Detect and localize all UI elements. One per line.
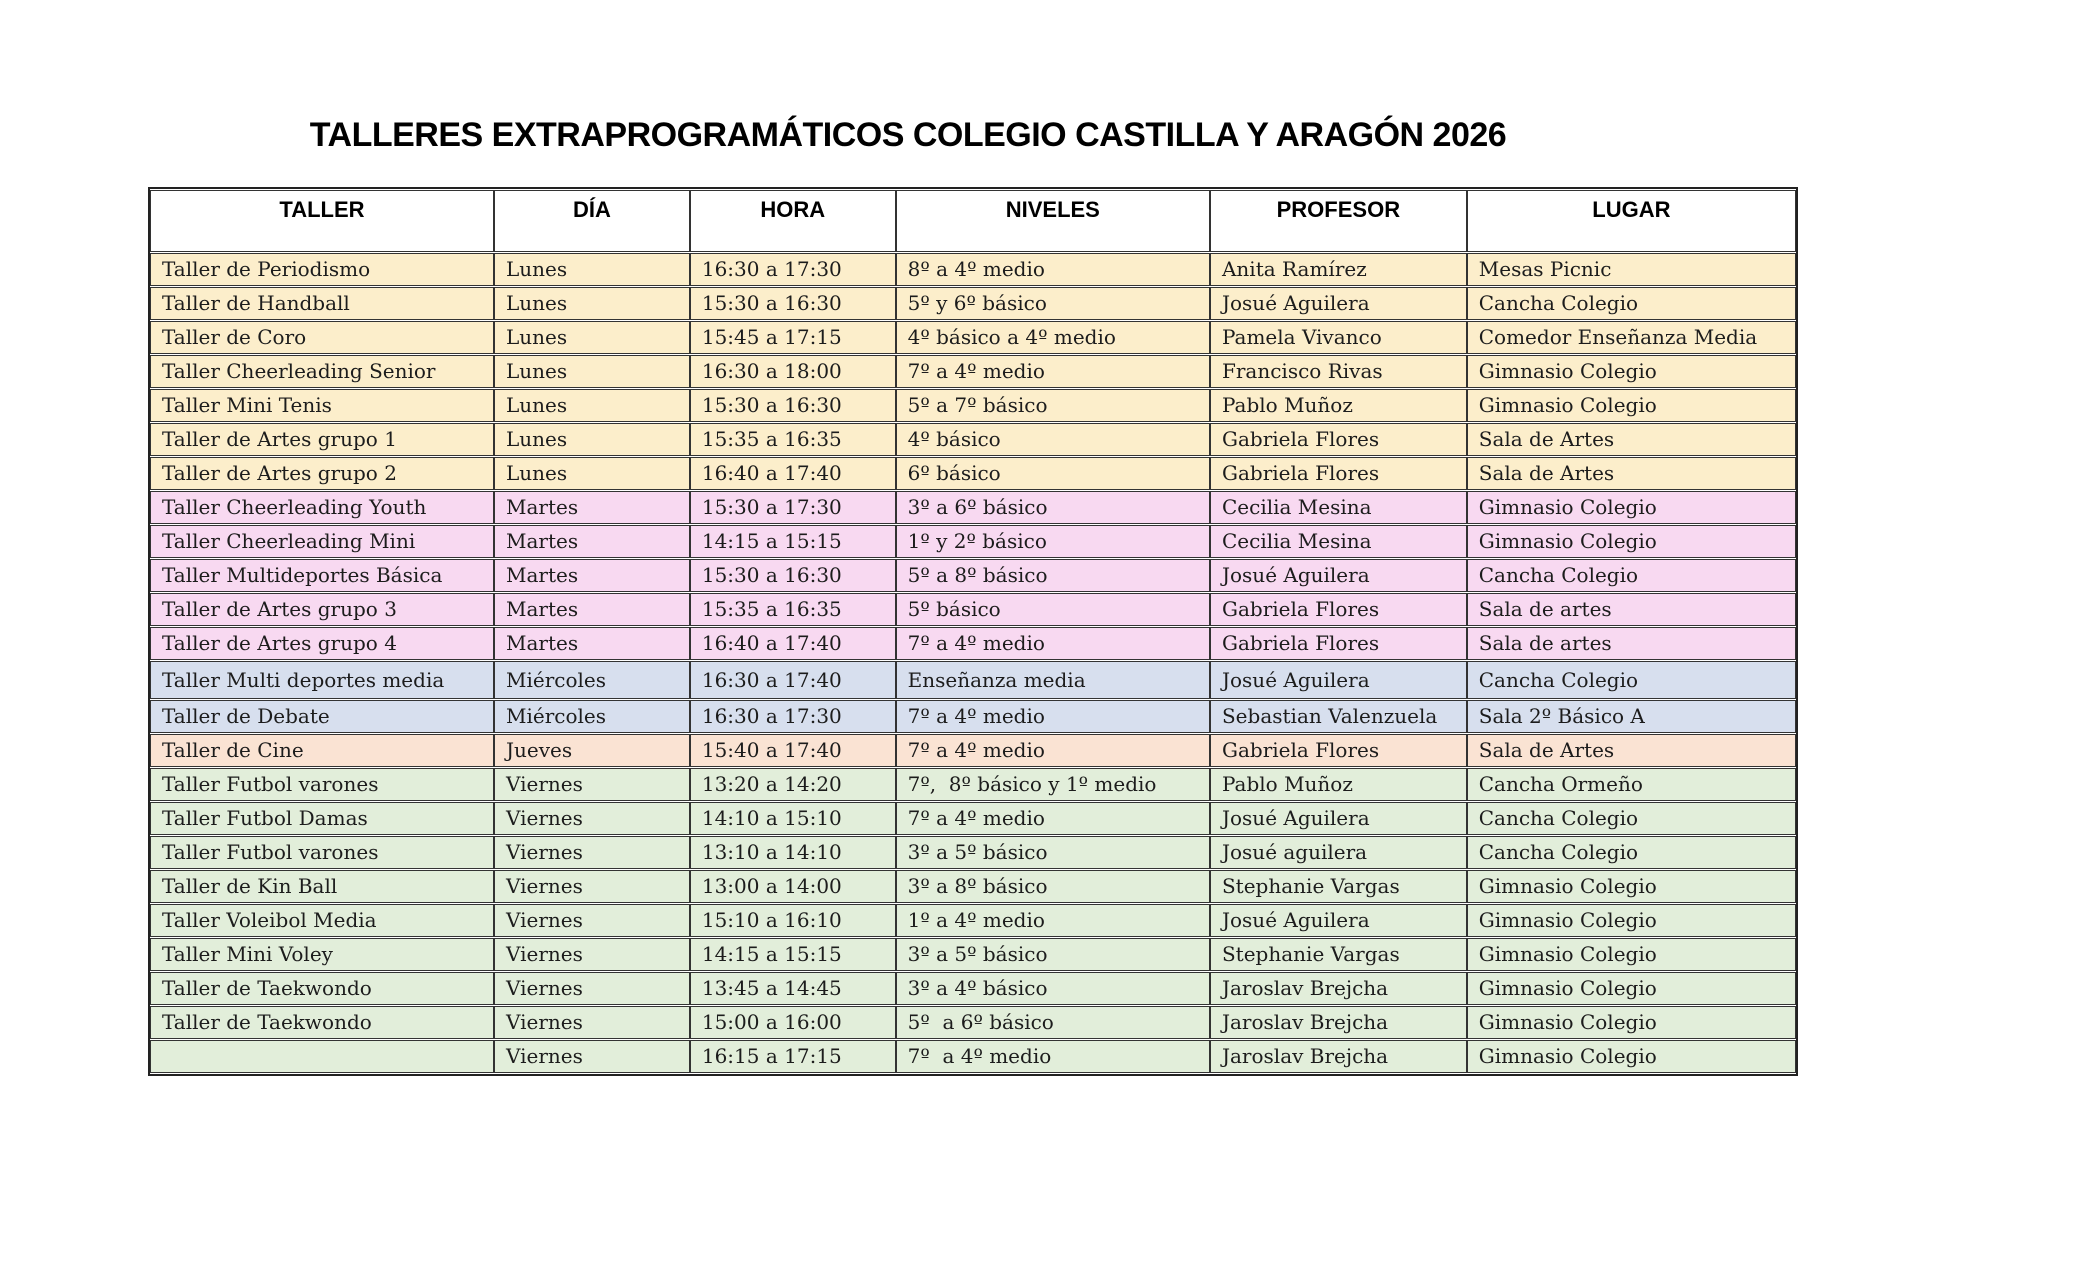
cell-niveles: 5º a 8º básico	[896, 559, 1210, 592]
cell-niveles: 5º básico	[896, 593, 1210, 626]
cell-hora: 16:30 a 17:40	[690, 661, 896, 699]
cell-taller: Taller de Artes grupo 4	[150, 627, 494, 660]
cell-lugar: Gimnasio Colegio	[1467, 389, 1796, 422]
cell-niveles: 7º a 4º medio	[896, 355, 1210, 388]
cell-profesor: Stephanie Vargas	[1210, 870, 1467, 903]
column-header-profesor: PROFESOR	[1210, 190, 1467, 252]
column-header-lugar: LUGAR	[1467, 190, 1796, 252]
cell-taller: Taller de Taekwondo	[150, 1006, 494, 1039]
cell-taller: Taller Futbol varones	[150, 836, 494, 869]
cell-hora: 14:15 a 15:15	[690, 525, 896, 558]
cell-taller	[150, 1040, 494, 1073]
cell-taller: Taller Cheerleading Senior	[150, 355, 494, 388]
table-row	[150, 904, 1796, 937]
cell-profesor: Jaroslav Brejcha	[1210, 972, 1467, 1005]
cell-niveles: 3º a 4º básico	[896, 972, 1210, 1005]
cell-niveles: Enseñanza media	[896, 661, 1210, 699]
cell-taller: Taller Mini Tenis	[150, 389, 494, 422]
cell-niveles: 3º a 5º básico	[896, 836, 1210, 869]
cell-niveles: 3º a 5º básico	[896, 938, 1210, 971]
cell-profesor: Gabriela Flores	[1210, 627, 1467, 660]
cell-taller: Taller de Kin Ball	[150, 870, 494, 903]
cell-hora: 15:30 a 16:30	[690, 389, 896, 422]
cell-hora: 15:35 a 16:35	[690, 593, 896, 626]
cell-niveles: 7º a 4º medio	[896, 627, 1210, 660]
cell-taller: Taller Futbol Damas	[150, 802, 494, 835]
cell-lugar: Gimnasio Colegio	[1467, 525, 1796, 558]
cell-taller: Taller de Artes grupo 3	[150, 593, 494, 626]
table-row	[150, 389, 1796, 422]
cell-hora: 15:30 a 17:30	[690, 491, 896, 524]
table-row	[150, 253, 1796, 286]
schedule-table	[150, 189, 1796, 1074]
cell-profesor: Pablo Muñoz	[1210, 389, 1467, 422]
table-row	[150, 559, 1796, 592]
cell-taller: Taller de Taekwondo	[150, 972, 494, 1005]
table-header	[150, 190, 1796, 252]
cell-profesor: Josué aguilera	[1210, 836, 1467, 869]
cell-hora: 15:40 a 17:40	[690, 734, 896, 767]
cell-dia: Viernes	[494, 836, 690, 869]
column-header-niveles: NIVELES	[896, 190, 1210, 252]
cell-profesor: Pamela Vivanco	[1210, 321, 1467, 354]
cell-profesor: Cecilia Mesina	[1210, 491, 1467, 524]
table-row	[150, 423, 1796, 456]
cell-niveles: 6º básico	[896, 457, 1210, 490]
cell-profesor: Josué Aguilera	[1210, 802, 1467, 835]
table-row	[150, 1006, 1796, 1039]
cell-dia: Viernes	[494, 802, 690, 835]
cell-lugar: Gimnasio Colegio	[1467, 1040, 1796, 1073]
cell-lugar: Cancha Colegio	[1467, 559, 1796, 592]
cell-profesor: Josué Aguilera	[1210, 904, 1467, 937]
table-row	[150, 627, 1796, 660]
header-row	[150, 190, 1796, 252]
cell-dia: Viernes	[494, 972, 690, 1005]
cell-dia: Lunes	[494, 321, 690, 354]
cell-lugar: Cancha Colegio	[1467, 661, 1796, 699]
cell-lugar: Gimnasio Colegio	[1467, 904, 1796, 937]
cell-lugar: Gimnasio Colegio	[1467, 870, 1796, 903]
cell-taller: Taller de Debate	[150, 700, 494, 733]
column-header-dia: DÍA	[494, 190, 690, 252]
cell-taller: Taller Mini Voley	[150, 938, 494, 971]
cell-hora: 16:40 a 17:40	[690, 457, 896, 490]
cell-lugar: Sala de artes	[1467, 593, 1796, 626]
cell-taller: Taller de Artes grupo 1	[150, 423, 494, 456]
cell-profesor: Josué Aguilera	[1210, 287, 1467, 320]
table-row	[150, 972, 1796, 1005]
cell-profesor: Stephanie Vargas	[1210, 938, 1467, 971]
cell-dia: Miércoles	[494, 700, 690, 733]
cell-hora: 16:30 a 18:00	[690, 355, 896, 388]
table-row	[150, 593, 1796, 626]
cell-niveles: 7º a 4º medio	[896, 734, 1210, 767]
table-row	[150, 491, 1796, 524]
cell-niveles: 4º básico a 4º medio	[896, 321, 1210, 354]
cell-dia: Lunes	[494, 423, 690, 456]
table-row	[150, 836, 1796, 869]
cell-taller: Taller Voleibol Media	[150, 904, 494, 937]
cell-hora: 15:30 a 16:30	[690, 287, 896, 320]
cell-dia: Viernes	[494, 1040, 690, 1073]
cell-hora: 13:10 a 14:10	[690, 836, 896, 869]
cell-hora: 15:35 a 16:35	[690, 423, 896, 456]
cell-lugar: Gimnasio Colegio	[1467, 938, 1796, 971]
cell-hora: 14:15 a 15:15	[690, 938, 896, 971]
cell-dia: Viernes	[494, 1006, 690, 1039]
cell-hora: 16:15 a 17:15	[690, 1040, 896, 1073]
cell-niveles: 8º a 4º medio	[896, 253, 1210, 286]
cell-hora: 15:45 a 17:15	[690, 321, 896, 354]
cell-profesor: Jaroslav Brejcha	[1210, 1006, 1467, 1039]
cell-niveles: 5º y 6º básico	[896, 287, 1210, 320]
cell-niveles: 7º a 4º medio	[896, 1040, 1210, 1073]
cell-lugar: Gimnasio Colegio	[1467, 355, 1796, 388]
schedule-table-wrap	[148, 187, 1798, 1076]
cell-niveles: 5º a 7º básico	[896, 389, 1210, 422]
cell-lugar: Sala de artes	[1467, 627, 1796, 660]
cell-dia: Lunes	[494, 457, 690, 490]
cell-niveles: 7º, 8º básico y 1º medio	[896, 768, 1210, 801]
schedule-table-body	[150, 253, 1796, 1073]
cell-hora: 14:10 a 15:10	[690, 802, 896, 835]
cell-profesor: Anita Ramírez	[1210, 253, 1467, 286]
cell-lugar: Sala de Artes	[1467, 423, 1796, 456]
cell-profesor: Gabriela Flores	[1210, 423, 1467, 456]
cell-profesor: Gabriela Flores	[1210, 457, 1467, 490]
cell-profesor: Josué Aguilera	[1210, 559, 1467, 592]
column-header-taller: TALLER	[150, 190, 494, 252]
cell-niveles: 7º a 4º medio	[896, 802, 1210, 835]
cell-hora: 15:30 a 16:30	[690, 559, 896, 592]
cell-dia: Viernes	[494, 870, 690, 903]
cell-dia: Martes	[494, 525, 690, 558]
cell-dia: Viernes	[494, 938, 690, 971]
cell-lugar: Cancha Colegio	[1467, 836, 1796, 869]
cell-taller: Taller Multi deportes media	[150, 661, 494, 699]
cell-hora: 16:40 a 17:40	[690, 627, 896, 660]
cell-dia: Martes	[494, 491, 690, 524]
table-row	[150, 355, 1796, 388]
table-row	[150, 287, 1796, 320]
table-row	[150, 321, 1796, 354]
cell-lugar: Gimnasio Colegio	[1467, 1006, 1796, 1039]
cell-taller: Taller de Handball	[150, 287, 494, 320]
cell-dia: Lunes	[494, 253, 690, 286]
cell-hora: 16:30 a 17:30	[690, 700, 896, 733]
cell-taller: Taller de Periodismo	[150, 253, 494, 286]
cell-dia: Martes	[494, 559, 690, 592]
cell-dia: Lunes	[494, 287, 690, 320]
table-row	[150, 700, 1796, 733]
cell-taller: Taller de Artes grupo 2	[150, 457, 494, 490]
cell-profesor: Gabriela Flores	[1210, 734, 1467, 767]
cell-lugar: Gimnasio Colegio	[1467, 972, 1796, 1005]
cell-dia: Martes	[494, 627, 690, 660]
cell-taller: Taller Cheerleading Youth	[150, 491, 494, 524]
cell-profesor: Francisco Rivas	[1210, 355, 1467, 388]
cell-niveles: 7º a 4º medio	[896, 700, 1210, 733]
cell-lugar: Cancha Colegio	[1467, 802, 1796, 835]
cell-lugar: Mesas Picnic	[1467, 253, 1796, 286]
cell-profesor: Cecilia Mesina	[1210, 525, 1467, 558]
cell-dia: Lunes	[494, 389, 690, 422]
cell-lugar: Sala 2º Básico A	[1467, 700, 1796, 733]
table-row	[150, 734, 1796, 767]
cell-niveles: 3º a 8º básico	[896, 870, 1210, 903]
cell-taller: Taller de Cine	[150, 734, 494, 767]
cell-niveles: 1º y 2º básico	[896, 525, 1210, 558]
cell-dia: Jueves	[494, 734, 690, 767]
cell-taller: Taller de Coro	[150, 321, 494, 354]
cell-lugar: Comedor Enseñanza Media	[1467, 321, 1796, 354]
cell-dia: Miércoles	[494, 661, 690, 699]
cell-profesor: Gabriela Flores	[1210, 593, 1467, 626]
cell-niveles: 1º a 4º medio	[896, 904, 1210, 937]
cell-niveles: 5º a 6º básico	[896, 1006, 1210, 1039]
cell-lugar: Cancha Ormeño	[1467, 768, 1796, 801]
table-row	[150, 870, 1796, 903]
cell-hora: 13:45 a 14:45	[690, 972, 896, 1005]
cell-lugar: Sala de Artes	[1467, 457, 1796, 490]
cell-niveles: 4º básico	[896, 423, 1210, 456]
table-row	[150, 768, 1796, 801]
cell-profesor: Josué Aguilera	[1210, 661, 1467, 699]
cell-dia: Lunes	[494, 355, 690, 388]
table-row	[150, 802, 1796, 835]
cell-taller: Taller Futbol varones	[150, 768, 494, 801]
cell-lugar: Cancha Colegio	[1467, 287, 1796, 320]
cell-taller: Taller Multideportes Básica	[150, 559, 494, 592]
cell-profesor: Jaroslav Brejcha	[1210, 1040, 1467, 1073]
cell-profesor: Pablo Muñoz	[1210, 768, 1467, 801]
table-row	[150, 1040, 1796, 1073]
table-row	[150, 938, 1796, 971]
cell-niveles: 3º a 6º básico	[896, 491, 1210, 524]
cell-lugar: Sala de Artes	[1467, 734, 1796, 767]
cell-hora: 15:10 a 16:10	[690, 904, 896, 937]
column-header-hora: HORA	[690, 190, 896, 252]
cell-hora: 16:30 a 17:30	[690, 253, 896, 286]
cell-profesor: Sebastian Valenzuela	[1210, 700, 1467, 733]
cell-hora: 13:00 a 14:00	[690, 870, 896, 903]
cell-hora: 13:20 a 14:20	[690, 768, 896, 801]
cell-dia: Martes	[494, 593, 690, 626]
table-row	[150, 661, 1796, 699]
cell-taller: Taller Cheerleading Mini	[150, 525, 494, 558]
table-row	[150, 525, 1796, 558]
cell-lugar: Gimnasio Colegio	[1467, 491, 1796, 524]
page-title: TALLERES EXTRAPROGRAMÁTICOS COLEGIO CASTILLA Y ARAGÓN 2026	[309, 116, 1507, 154]
cell-hora: 15:00 a 16:00	[690, 1006, 896, 1039]
cell-dia: Viernes	[494, 904, 690, 937]
table-row	[150, 457, 1796, 490]
cell-dia: Viernes	[494, 768, 690, 801]
